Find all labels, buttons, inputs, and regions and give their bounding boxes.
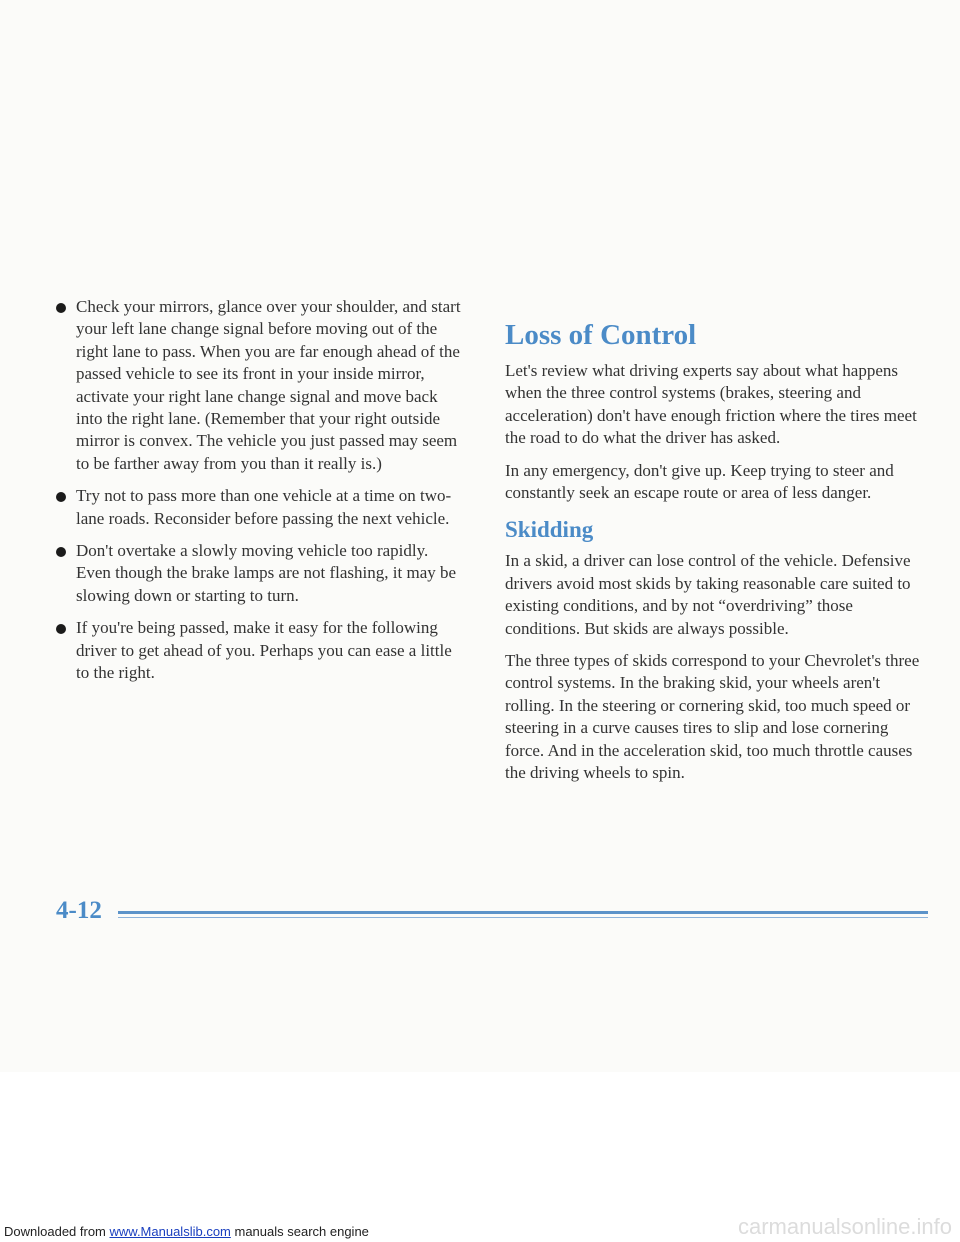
subsection-title: Skidding — [505, 517, 594, 543]
section-title: Loss of Control — [505, 319, 697, 351]
source-footer — [4, 1224, 369, 1240]
page-number: 4-12 — [56, 897, 102, 924]
bullet-icon — [56, 303, 66, 313]
list-item — [56, 540, 466, 607]
list-item — [56, 296, 466, 475]
list-item — [56, 617, 466, 684]
list-item — [56, 485, 466, 530]
watermark: carmanualsonline.info — [737, 1214, 952, 1239]
bullet-icon — [56, 624, 66, 634]
left-column — [56, 296, 466, 695]
passing-tips-list — [56, 296, 466, 685]
source-prefix: Downloaded from — [4, 1224, 110, 1239]
emergency-paragraph: In any emergency, don't give up. Keep trying to steer and constantly seek an escape route or area of less danger. — [505, 460, 894, 503]
skid-types-paragraph: The three types of skids correspond to your Chevrolet's three control systems. In the braking skid, your wheels aren't rolling. In the steering or cornering skid, too much speed or steering in a curve causes tires to slip and lose cornering force. And in the acceleration skid, too much throttle causes the driving wheels to spin. — [505, 651, 920, 783]
manualslib-link[interactable]: www.Manualslib.com — [109, 1224, 231, 1239]
bullet-text: If you're being passed, make it easy for the following driver to get ahead of you. Perhaps you can ease a little to the right. — [76, 618, 452, 683]
bullet-text: Check your mirrors, glance over your shoulder, and start your left lane change signal before moving out of the right lane to pass. When you are far enough ahead of the passed vehicle to see its front in your inside mirror, activate your right lane change signal and move back into the right lane. (Remember that your right outside mirror is convex. The vehicle you just passed may seem to be farther away from you than it really is.) — [76, 297, 461, 473]
right-column — [505, 318, 925, 795]
bullet-text: Try not to pass more than one vehicle at a time on two-lane roads. Reconsider before passing the next vehicle. — [76, 486, 452, 528]
intro-paragraph: Let's review what driving experts say about what happens when the three control systems (brakes, steering and acceleration) don't have enough friction where the tires meet the road to do what the driver has asked. — [505, 361, 917, 448]
footer-rule-thin — [118, 917, 928, 918]
bullet-icon — [56, 547, 66, 557]
bullet-icon — [56, 492, 66, 502]
skidding-paragraph: In a skid, a driver can lose control of the vehicle. Defensive drivers avoid most skids by taking reasonable care suited to existing conditions, and by not “overdriving” those conditions. But skids are always possible. — [505, 551, 911, 638]
page-footer — [56, 895, 928, 927]
bullet-text: Don't overtake a slowly moving vehicle too rapidly. Even though the brake lamps are not flashing, it may be slowing down or starting to turn. — [76, 541, 457, 605]
source-suffix: manuals search engine — [230, 1224, 369, 1239]
footer-rule — [118, 911, 928, 914]
